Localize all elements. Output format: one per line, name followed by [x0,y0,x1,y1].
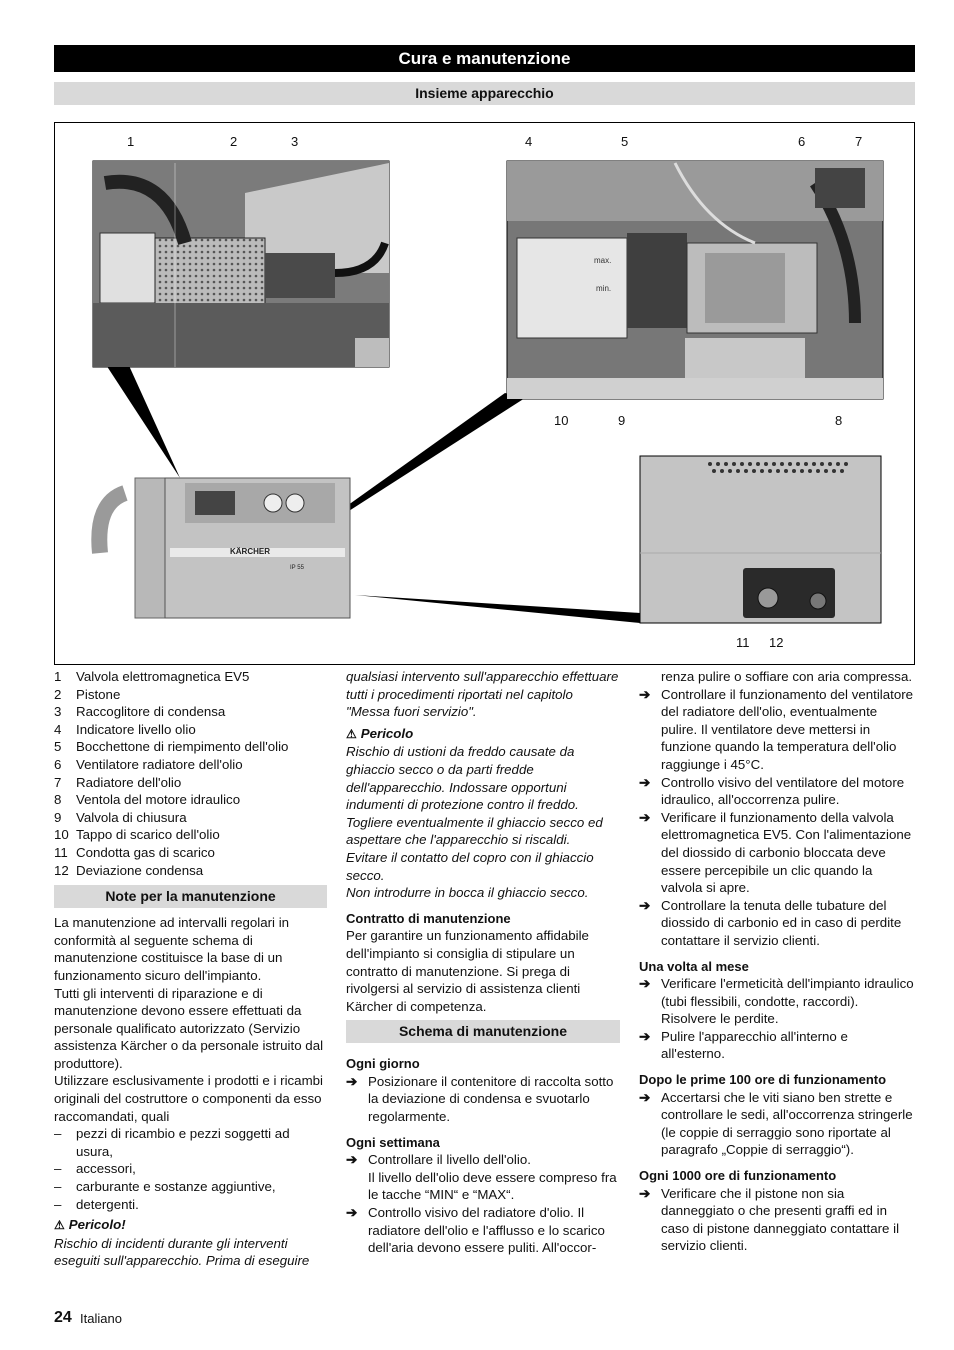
monthly-heading: Una volta al mese [639,958,749,974]
arrow-icon: ➔ [639,1089,651,1105]
parts-list-item: – detergenti. [54,1196,139,1212]
parts-list-item: – carburante e sostanze aggiuntive, [54,1179,276,1195]
arrow-icon: ➔ [639,1028,651,1044]
legend-item: 12 Deviazione condensa [54,862,204,878]
daily-task: ➔ Posizionare il contenitore di raccolta sotto la deviazione di condensa e svuotarlo regolarmente. [346,1073,614,1125]
legend-item: 6 Ventilatore radiatore dell'olio [54,756,243,772]
cold-burn-warning-3: Non introdurre in bocca il ghiaccio secco. [346,885,589,901]
page-number: 24 [54,1309,72,1326]
warning-icon: ⚠ [54,1218,65,1233]
contract-text: Per garantire un funzionamento affidabile dell'impianto si consiglia di stipulare un contratto di manutenzione. Si prega di rivolgersi al servizio di assistenza clienti Kärcher di competenza. [346,928,589,1014]
legend-item: 1 Valvola elettromagnetica EV5 [54,669,250,684]
weekly-task: ➔ Controllare il livello dell'olio. Il livello dell'olio deve essere compreso fra le tacche “MIN“ e “MAX“. [346,1152,617,1203]
callout-4: 4 [525,134,533,149]
callout-7: 7 [855,134,863,149]
arrow-icon: ➔ [346,1073,358,1089]
arrow-icon: ➔ [346,1152,358,1168]
weekly-task: ➔ Controllo visivo del radiatore d'olio. Il radiatore dell'olio e l'afflusso e lo scarico dell'aria devono essere puliti. All'occor- [346,1205,605,1256]
column-3 [639,668,915,1255]
oil-max-label: max. [594,256,612,265]
arrow-icon: ➔ [639,897,651,913]
danger-text: Rischio di incidenti durante gli interventi eseguiti sull'apparecchio. Prima di eseguire [54,1235,310,1269]
weekly-task: ➔ Controllare la tenuta delle tubature del diossido di carbonio ed in caso di perdite contattare il servizio clienti. [639,897,902,948]
page-title: Cura e manutenzione [54,45,915,72]
arrow-icon: ➔ [639,809,651,825]
every-1000-hours-task: ➔ Verificare che il pistone non sia danneggiato o che presenti graffi ed in caso di pistone danneggiato contattare il servizio clienti. [639,1185,900,1254]
brand-logo: KÄRCHER [230,547,270,556]
photo-machine-overview [99,478,350,618]
legend-item: 8 Ventola del motore idraulico [54,792,241,808]
notes-paragraph-3: Utilizzare esclusivamente i prodotti e i ricambi originali del costruttore o componenti da esso raccomandati, quali [54,1073,323,1124]
weekly-task: ➔ Verificare il funzionamento della valvola elettromagnetica EV5. Con l'alimentazione del diossido di carbonio bloccata deve essere percepibile un clic quando la valvola si apre. [639,809,912,896]
legend-item: 11 Condotta gas di scarico [54,844,215,860]
legend-item: 2 Pistone [54,686,121,702]
parts-list-item: – pezzi di ricambio e pezzi soggetti ad usura, [54,1126,290,1159]
cold-burn-warning: Rischio di ustioni da freddo causate da ghiaccio secco o da parti fredde dell'apparecchio. Indossare opportuni indumenti di protezione contro il freddo. Togliere eventualmente il ghiaccio secco ed aspettare che l'apparecchio si riscaldi. [346,744,603,848]
daily-heading: Ogni giorno [346,1056,420,1072]
callout-6: 6 [798,134,806,149]
notes-paragraph-2: Tutti gli interventi di riparazione e di manutenzione devono essere effettuati da personale qualificato autorizzato (Servizio assistenza Kärcher o da personale istruito dal produttore). [54,985,324,1071]
notes-paragraph-1: La manutenzione ad intervalli regolari in conformità al seguente schema di manutenzione costituisce la base di un funzionamento sicuro dell'impianto. [54,915,290,983]
oil-min-label: min. [596,284,612,293]
legend-item: 7 Radiatore dell'olio [54,774,182,790]
callout-11: 11 [736,635,750,650]
callout-3: 3 [291,134,299,149]
arrow-icon: ➔ [346,1205,358,1221]
model-label: IP 55 [290,565,304,571]
arrow-icon: ➔ [639,686,651,702]
weekly-task: ➔ Controllare il funzionamento del ventilatore del radiatore dell'olio, eventualmente pulire. Il ventilatore deve mettersi in funzione quando la temperatura dell'olio raggiunge i 45°C. [639,686,914,772]
monthly-task: ➔ Verificare l'ermeticità dell'impianto idraulico (tubi flessibili, condotte, raccordi). Risolvere le perdite. [639,976,914,1027]
weekly-task: ➔ Controllo visivo del ventilatore del motore idraulico, all'occorrenza pulire. [639,774,905,808]
column-2 [346,668,620,1257]
callout-1: 1 [127,134,135,149]
legend-item: 10 Tappo di scarico dell'olio [54,827,220,843]
callout-8: 8 [835,413,843,428]
cold-burn-warning-2: Evitare il contatto del copro con il ghiaccio secco. [346,849,594,883]
callout-5: 5 [621,134,629,149]
legend-list [54,668,327,879]
arrow-icon: ➔ [639,976,651,992]
legend-item: 5 Bocchettone di riempimento dell'olio [54,739,289,755]
every-1000-hours-heading: Ogni 1000 ore di funzionamento [639,1168,837,1184]
danger-text-continued: qualsiasi intervento sull'apparecchio effettuare tutti i procedimenti riportati nel capitolo "Messa fuori servizio". [346,669,619,720]
first-100-hours-task: ➔ Accertarsi che le viti siano ben strette e controllare le sedi, all'occorrenza stringerle (le coppie di serraggio sono riportate al paragrafo „Coppie di serraggio“). [639,1089,913,1158]
callout-9: 9 [618,413,626,428]
figure-illustration [55,123,914,664]
legend-item: 4 Indicatore livello olio [54,721,196,737]
legend-item: 9 Valvola di chiusura [54,809,187,825]
schedule-heading: Schema di manutenzione [346,1020,620,1043]
column-1 [54,668,327,1270]
contract-heading: Contratto di manutenzione [346,910,511,926]
weekly-task-continued: renza pulire o soffiare con aria compressa. [661,669,913,684]
zoom-pointer-bottom [355,595,640,623]
warning-icon: ⚠ [346,726,357,741]
callout-10: 10 [554,413,569,428]
photo-valve-piston [93,161,389,367]
photo-hydraulic-unit [507,161,883,399]
arrow-icon: ➔ [639,1185,651,1201]
weekly-heading: Ogni settimana [346,1134,440,1150]
danger-label-2: ⚠ Pericolo [346,725,414,741]
page-language: Italiano [80,1311,122,1326]
callout-2: 2 [230,134,238,149]
first-100-hours-heading: Dopo le prime 100 ore di funzionamento [639,1072,887,1088]
arrow-icon: ➔ [639,774,651,790]
section-title: Insieme apparecchio [54,82,915,105]
danger-label: ⚠ Pericolo! [54,1217,126,1233]
photo-exhaust-outlet [640,456,881,623]
equipment-figure [54,122,915,665]
parts-list-item: – accessori, [54,1161,136,1177]
legend-item: 3 Raccoglitore di condensa [54,704,226,720]
monthly-task: ➔ Pulire l'apparecchio all'interno e all'esterno. [639,1028,848,1062]
callout-12: 12 [769,635,784,650]
maintenance-notes-heading: Note per la manutenzione [54,885,327,908]
